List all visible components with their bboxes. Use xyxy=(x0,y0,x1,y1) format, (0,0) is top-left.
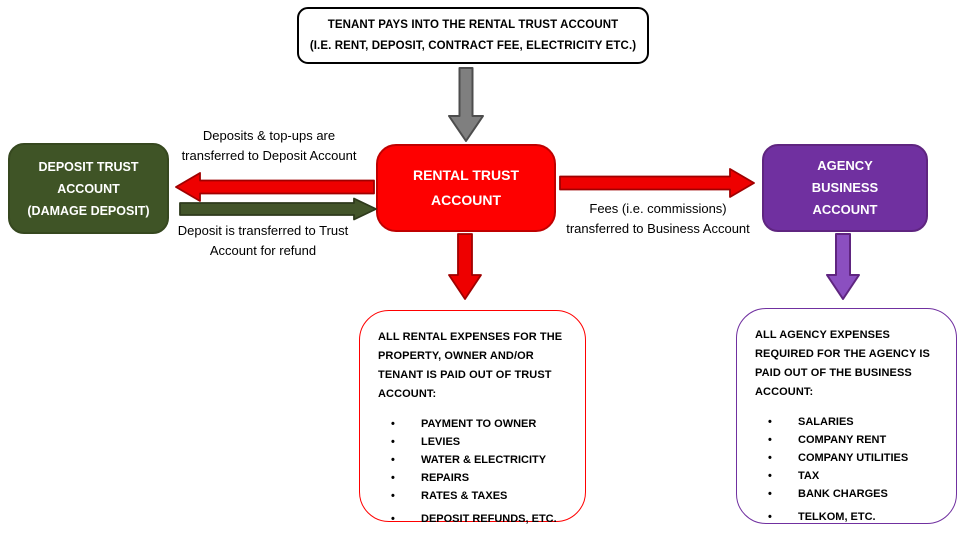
label-deposits-topups-line1: Deposits & top-ups are xyxy=(202,128,336,143)
rental-to-expenses-arrow-shape xyxy=(449,234,481,299)
list-item xyxy=(768,508,940,526)
rental-to-business-arrow xyxy=(558,166,756,200)
bullet-icon: • xyxy=(768,434,772,446)
rental-expenses-heading: ALL RENTAL EXPENSES FOR THE PROPERTY, OWNER AND/OR TENANT IS PAID OUT OF TRUST ACCOUNT: xyxy=(378,331,563,400)
rental-node-line2: ACCOUNT xyxy=(431,192,501,208)
agency-expenses-list xyxy=(755,413,940,526)
rental-expense-item: RATES & TAXES xyxy=(421,490,508,502)
label-deposits-topups xyxy=(158,126,380,166)
business-to-expenses-arrow-shape xyxy=(827,234,859,299)
bullet-icon: • xyxy=(391,436,395,448)
label-deposits-topups-line2: transferred to Deposit Account xyxy=(181,148,357,163)
tenant-payment-box xyxy=(297,7,649,64)
agency-expense-item: COMPANY UTILITIES xyxy=(798,452,909,464)
bullet-icon: • xyxy=(391,490,395,502)
rental-node-line1: RENTAL TRUST xyxy=(412,167,520,183)
list-item xyxy=(391,433,569,451)
agency-node-line1: AGENCY xyxy=(817,158,873,173)
bullet-icon: • xyxy=(768,511,772,523)
bullet-icon: • xyxy=(768,488,772,500)
tenant-to-rental-arrow-shape xyxy=(449,68,483,141)
list-item xyxy=(391,415,569,433)
deposit-node-line1: DEPOSIT TRUST xyxy=(38,159,139,174)
deposit-to-rental-arrow xyxy=(178,196,378,222)
bullet-icon: • xyxy=(768,452,772,464)
list-item xyxy=(391,451,569,469)
list-item xyxy=(768,431,940,449)
bullet-icon: • xyxy=(391,418,395,430)
label-fees-commissions-line1: Fees (i.e. commissions) xyxy=(589,201,727,216)
rental-expense-item: WATER & ELECTRICITY xyxy=(421,454,547,466)
list-item xyxy=(768,449,940,467)
deposit-trust-account-node xyxy=(8,143,169,234)
label-fees-commissions-line2: transferred to Business Account xyxy=(566,221,750,236)
list-item xyxy=(391,510,569,528)
list-item xyxy=(768,467,940,485)
list-item xyxy=(768,485,940,503)
agency-expense-item: TELKOM, ETC. xyxy=(798,511,876,523)
rental-expense-item: DEPOSIT REFUNDS, ETC. xyxy=(421,513,557,525)
agency-node-line3: ACCOUNT xyxy=(812,202,878,217)
tenant-box-line2: (I.E. RENT, DEPOSIT, CONTRACT FEE, ELECTRICITY ETC.) xyxy=(309,40,637,52)
agency-expenses-box xyxy=(736,308,957,524)
agency-expense-item: COMPANY RENT xyxy=(798,434,887,446)
rental-expenses-list xyxy=(378,415,569,528)
agency-expense-item: TAX xyxy=(798,470,820,482)
rental-expense-item: PAYMENT TO OWNER xyxy=(421,418,537,430)
rental-expenses-box xyxy=(359,310,586,525)
tenant-to-rental-arrow xyxy=(447,66,485,144)
rental-expense-item: LEVIES xyxy=(421,436,461,448)
label-fees-commissions xyxy=(545,199,771,239)
bullet-icon: • xyxy=(391,513,395,525)
bullet-icon: • xyxy=(391,472,395,484)
bullet-icon: • xyxy=(391,454,395,466)
agency-expense-item: BANK CHARGES xyxy=(798,488,888,500)
deposit-node-line2: ACCOUNT xyxy=(57,181,120,196)
label-deposit-refund xyxy=(152,221,374,261)
rental-trust-account-node xyxy=(376,144,556,232)
bullet-icon: • xyxy=(768,470,772,482)
list-item xyxy=(391,469,569,487)
agency-business-account-node xyxy=(762,144,928,232)
rental-expense-item: REPAIRS xyxy=(421,472,470,484)
agency-node-line2: BUSINESS xyxy=(811,180,879,195)
agency-expense-item: SALARIES xyxy=(798,416,854,428)
agency-expenses-heading: ALL AGENCY EXPENSES REQUIRED FOR THE AGENCY IS PAID OUT OF THE BUSINESS ACCOUNT: xyxy=(755,329,930,398)
tenant-box-line1: TENANT PAYS INTO THE RENTAL TRUST ACCOUNT xyxy=(327,19,619,31)
bullet-icon: • xyxy=(768,416,772,428)
label-deposit-refund-line1: Deposit is transferred to Trust xyxy=(177,223,349,238)
list-item xyxy=(768,413,940,431)
rental-to-business-arrow-shape xyxy=(560,169,754,197)
rental-to-expenses-arrow xyxy=(447,232,483,302)
deposit-to-rental-arrow-shape xyxy=(180,199,376,220)
business-to-expenses-arrow xyxy=(825,232,861,302)
list-item xyxy=(391,487,569,505)
deposit-node-line3: (DAMAGE DEPOSIT) xyxy=(27,203,150,218)
label-deposit-refund-line2: Account for refund xyxy=(209,243,317,258)
